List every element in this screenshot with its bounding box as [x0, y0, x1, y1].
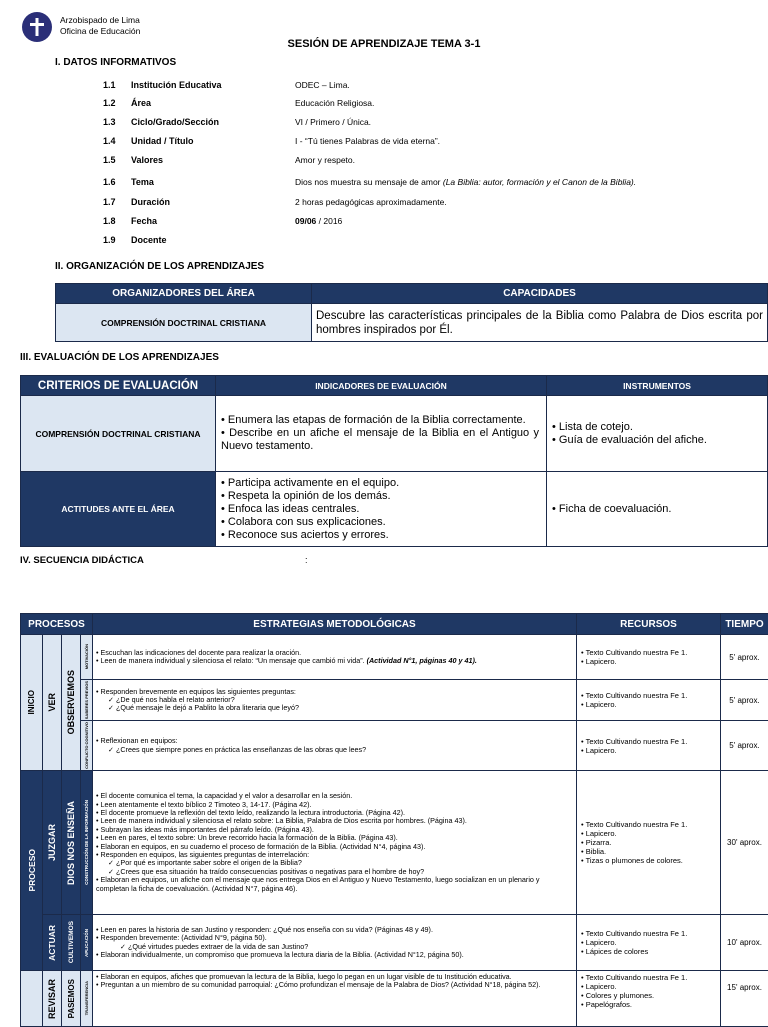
recurso-item: • Texto Cultivando nuestra Fe 1. [581, 929, 716, 938]
info-value: 09/06 / 2016 [295, 216, 342, 226]
info-label: Valores [131, 155, 163, 165]
recurso-item: • Texto Cultivando nuestra Fe 1. [581, 648, 716, 657]
subphase-aplicacion: APLICACIÓN [81, 915, 93, 971]
info-number: 1.1 [103, 80, 116, 90]
indicator-item: • Respeta la opinión de los demás. [221, 490, 539, 503]
cross-icon [26, 16, 48, 38]
tiempo-conflicto: 5' aprox. [721, 721, 768, 771]
estrategia-item: • Elaboran en equipos, un afiche con el mensaje que nos entrega Dios en el Antiguo y Nuevo Testamento, luego socializan en un plenario y completan la ficha de coevaluación. (Actividad N°7, página 46). [96, 876, 573, 893]
info-number: 1.2 [103, 98, 116, 108]
col-instrumentos: INSTRUMENTOS [547, 376, 768, 396]
section1-heading: I. DATOS INFORMATIVOS [55, 57, 176, 68]
recursos-conflicto [577, 721, 721, 771]
recursos-saberes [577, 680, 721, 721]
estrategia-item: • Elaboran en equipos, en su cuaderno el proceso de formación de la Biblia. (Actividad N°4, página 43). [96, 843, 573, 851]
organizador-label: COMPRENSIÓN DOCTRINAL CRISTIANA [56, 304, 312, 342]
criterio-comprension: COMPRENSIÓN DOCTRINAL CRISTIANA [21, 396, 216, 472]
info-value: VI / Primero / Única. [295, 117, 371, 127]
indicator-item: • Colabora con sus explicaciones. [221, 516, 539, 529]
info-label: Fecha [131, 216, 157, 226]
info-value: Educación Religiosa. [295, 98, 374, 108]
evaluacion-table [20, 375, 768, 547]
recurso-item: • Lapicero. [581, 657, 716, 666]
organizacion-table [55, 283, 768, 342]
phase-pasemos: PASEMOS [62, 971, 81, 1027]
instrument-item: • Ficha de coevaluación. [552, 503, 760, 516]
phase-observemos: OBSERVEMOS [62, 635, 81, 771]
section4-colon: : [305, 555, 308, 565]
section2-heading: II. ORGANIZACIÓN DE LOS APRENDIZAJES [55, 261, 264, 272]
info-label: Ciclo/Grado/Sección [131, 117, 219, 127]
recursos-motivacion [577, 635, 721, 680]
col-recursos: RECURSOS [577, 614, 721, 635]
estrategia-item: • El docente promueve la reflexión del texto leído, realizando la lectura introductoria. (Página 42). [96, 809, 573, 817]
instrumentos-comprension [547, 396, 768, 472]
question-item: ✓ ¿Qué mensaje le dejó a Pablito la obra literaria que leyó? [96, 704, 573, 712]
recurso-item: • Biblia. [581, 847, 716, 856]
estrategia-item: • Elaboran en equipos, afiches que promuevan la lectura de la Biblia, luego lo pegan en un lugar visible de tu Institución educativa. [96, 973, 573, 981]
info-number: 1.5 [103, 155, 116, 165]
estrategia-aplicacion [93, 915, 577, 971]
recurso-item: • Pizarra. [581, 838, 716, 847]
recurso-item: • Papelógrafos. [581, 1000, 716, 1009]
recurso-item: • Lapicero. [581, 982, 716, 991]
estrategia-transferencia [93, 971, 577, 1027]
estrategia-item: • El docente comunica el tema, la capacidad y el valor a desarrollar en la sesión. [96, 792, 573, 800]
estrategia-item: • Preguntan a un miembro de su comunidad parroquial: ¿Cómo profundizan el mensaje de la Palabra de Dios? (Actividad N°18, página 52). [96, 981, 573, 989]
info-number: 1.9 [103, 235, 116, 245]
info-number: 1.6 [103, 177, 116, 187]
estrategia-item: • Responden en equipos, las siguientes preguntas de interrelación: [96, 851, 573, 859]
info-number: 1.8 [103, 216, 116, 226]
recurso-item: • Lapicero. [581, 746, 716, 755]
page-title: SESIÓN DE APRENDIZAJE TEMA 3-1 [0, 38, 768, 50]
subphase-transferencia: TRANSFERENCIA [81, 971, 93, 1027]
col-criterios: CRITERIOS DE EVALUACIÓN [21, 376, 216, 396]
estrategia-item: • Elaboran individualmente, un compromiso que promueva la lectura diaria de la Biblia. (Actividad N°12, página 50). [96, 951, 573, 959]
org-line1: Arzobispado de Lima [60, 15, 140, 26]
indicator-item: • Participa activamente en el equipo. [221, 477, 539, 490]
subphase-construccion: CONSTRUCCIÓN DE LA INFORMACIÓN [81, 771, 93, 915]
info-label: Tema [131, 177, 154, 187]
indicator-item: • Describe en un afiche el mensaje de la Biblia en el Antiguo y Nuevo testamento. [221, 427, 539, 453]
section3-heading: III. EVALUACIÓN DE LOS APRENDIZAJES [20, 352, 219, 363]
recurso-item: • Tizas o plumones de colores. [581, 856, 716, 865]
indicadores-comprension [216, 396, 547, 472]
estrategia-motivacion [93, 635, 577, 680]
info-number: 1.7 [103, 197, 116, 207]
criterio-actitudes: ACTITUDES ANTE EL ÁREA [21, 472, 216, 547]
info-number: 1.3 [103, 117, 116, 127]
estrategia-item: • Responden brevemente: (Actividad N°9, página 50). [96, 934, 573, 942]
tiempo-saberes: 5' aprox. [721, 680, 768, 721]
info-number: 1.4 [103, 136, 116, 146]
recursos-transferencia [577, 971, 721, 1027]
question-item: ✓ ¿Qué virtudes puedes extraer de la vida de san Justino? [96, 943, 573, 951]
col-estrategias: ESTRATEGIAS METODOLÓGICAS [93, 614, 577, 635]
instrument-item: • Guía de evaluación del afiche. [552, 434, 760, 447]
estrategia-item: • Subrayan las ideas más importantes del párrafo leído. (Página 43). [96, 826, 573, 834]
section4-heading: IV. SECUENCIA DIDÁCTICA [20, 555, 144, 566]
recurso-item: • Colores y plumones. [581, 991, 716, 1000]
estrategia-construccion [93, 771, 577, 915]
subphase-conflicto: CONFLICTO COGNITIVO [81, 721, 93, 771]
info-label: Duración [131, 197, 170, 207]
info-label: Docente [131, 235, 167, 245]
phase-revisar: REVISAR [43, 971, 62, 1027]
estrategia-item: • Leen en pares, el texto sobre: Un breve recorrido hacia la formación de la Biblia. (Página 43). [96, 834, 573, 842]
subphase-motivacion: MOTIVACIÓN [81, 635, 93, 680]
estrategia-item: • Leen de manera individual y silenciosa el relato: “Un mensaje que cambió mi vida”. (Actividad N°1, páginas 40 y 41). [96, 657, 573, 665]
recurso-item: • Lápices de colores [581, 947, 716, 956]
col-procesos: PROCESOS [21, 614, 93, 635]
estrategia-saberes [93, 680, 577, 721]
recursos-aplicacion [577, 915, 721, 971]
subphase-saberes: SABERES PREVIOS [81, 680, 93, 721]
estrategia-item: • Leen atentamente el texto bíblico 2 Timoteo 3, 14-17. (Página 42). [96, 801, 573, 809]
recurso-item: • Lapicero. [581, 700, 716, 709]
phase-actuar: ACTUAR [43, 915, 62, 971]
secuencia-table [20, 613, 768, 1027]
tiempo-aplicacion: 10' aprox. [721, 915, 768, 971]
question-item: ✓ ¿Crees que siempre pones en práctica las enseñanzas de las obras que lees? [96, 746, 573, 754]
phase-cultivemos: CULTIVEMOS [62, 915, 81, 971]
recurso-item: • Lapicero. [581, 938, 716, 947]
org-line2: Oficina de Educación [60, 26, 140, 37]
estrategia-conflicto [93, 721, 577, 771]
recurso-item: • Texto Cultivando nuestra Fe 1. [581, 820, 716, 829]
question-item: ✓ ¿Por qué es importante saber sobre el origen de la Biblia? [96, 859, 573, 867]
estrategia-item: • Leen de manera individual y silenciosa el relato sobre: La Biblia, Palabra de Dios escrita por hombres. (Página 43). [96, 817, 573, 825]
info-label: Área [131, 98, 151, 108]
info-label: Unidad / Título [131, 136, 194, 146]
phase-inicio: INICIO [21, 635, 43, 771]
phase-ver: VER [43, 635, 62, 771]
estrategia-item: • Responden brevemente en equipos las siguientes preguntas: [96, 688, 573, 696]
info-label: Institución Educativa [131, 80, 222, 90]
col-capacidades: CAPACIDADES [312, 284, 768, 304]
recursos-construccion [577, 771, 721, 915]
tiempo-transferencia: 15' aprox. [721, 971, 768, 1027]
recurso-item: • Lapicero. [581, 829, 716, 838]
col-indicadores: INDICADORES DE EVALUACIÓN [216, 376, 547, 396]
estrategia-item: • Escuchan las indicaciones del docente para realizar la oración. [96, 649, 573, 657]
indicator-item: • Enumera las etapas de formación de la Biblia correctamente. [221, 414, 539, 427]
tiempo-construccion: 30' aprox. [721, 771, 768, 915]
col-tiempo: TIEMPO [721, 614, 768, 635]
phase-dios-ensena: DIOS NOS ENSEÑA [62, 771, 81, 915]
tiempo-motivacion: 5' aprox. [721, 635, 768, 680]
recurso-item: • Texto Cultivando nuestra Fe 1. [581, 973, 716, 982]
phase-cierre [21, 971, 43, 1027]
info-value: Amor y respeto. [295, 155, 355, 165]
info-value: ODEC – Lima. [295, 80, 350, 90]
instrument-item: • Lista de cotejo. [552, 421, 760, 434]
info-value: I - “Tú tienes Palabras de vida eterna”. [295, 136, 440, 146]
info-value: Dios nos muestra su mensaje de amor (La Biblia: autor, formación y el Canon de la Biblia). [295, 177, 636, 187]
phase-juzgar: JUZGAR [43, 771, 62, 915]
estrategia-item: • Reflexionan en equipos: [96, 737, 573, 745]
estrategia-item: • Leen en pares la historia de san Justino y responden: ¿Qué nos enseña con su vida? (Páginas 48 y 49). [96, 926, 573, 934]
indicadores-actitudes [216, 472, 547, 547]
phase-proceso: PROCESO [21, 771, 43, 971]
instrumentos-actitudes [547, 472, 768, 547]
indicator-item: • Enfoca las ideas centrales. [221, 503, 539, 516]
capacidad-text: Descubre las características principales de la Biblia como Palabra de Dios escrita por hombres inspirados por Él. [312, 304, 768, 342]
recurso-item: • Texto Cultivando nuestra Fe 1. [581, 737, 716, 746]
indicator-item: • Reconoce sus aciertos y errores. [221, 529, 539, 542]
col-organizadores: ORGANIZADORES DEL ÁREA [56, 284, 312, 304]
recurso-item: • Texto Cultivando nuestra Fe 1. [581, 691, 716, 700]
question-item: ✓ ¿De qué nos habla el relato anterior? [96, 696, 573, 704]
organization-name [60, 15, 140, 37]
question-item: ✓ ¿Crees que esa situación ha traído consecuencias positivas o negativas para el hombre de hoy? [96, 868, 573, 876]
info-value: 2 horas pedagógicas aproximadamente. [295, 197, 447, 207]
